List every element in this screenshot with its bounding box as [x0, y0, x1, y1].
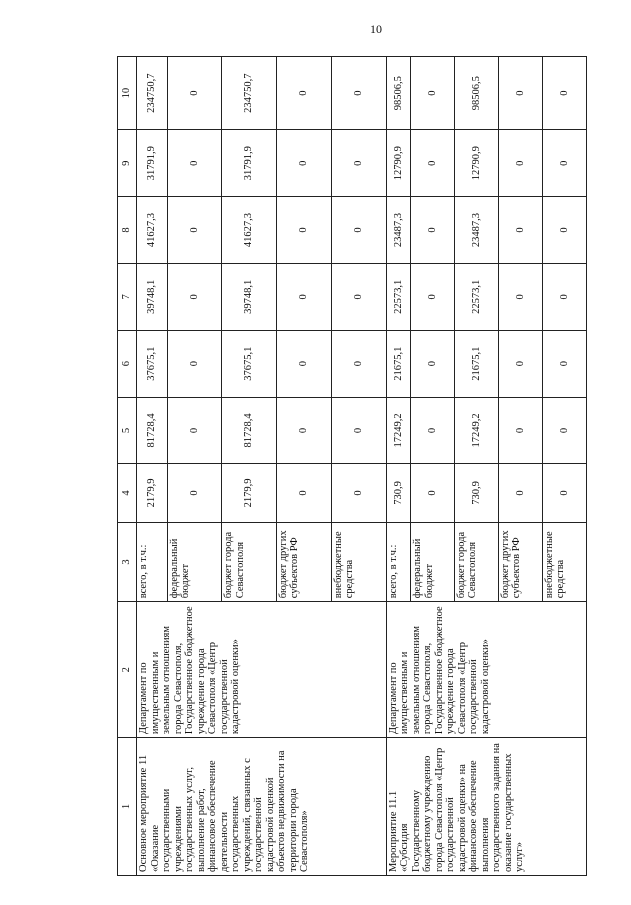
- value-cell: 39748,1: [222, 263, 277, 330]
- funding-source-cell: бюджет других субъектов РФ: [276, 522, 331, 602]
- value-cell: 0: [276, 397, 331, 464]
- value-cell: 0: [542, 130, 586, 197]
- col-header-3: 3: [118, 522, 137, 602]
- table-row: [137, 57, 168, 876]
- funding-source-cell: внебюджетные средства: [331, 522, 386, 602]
- value-cell: 0: [542, 197, 586, 264]
- funding-source-cell: всего, в т.ч.:: [386, 522, 411, 602]
- value-cell: 0: [498, 330, 542, 397]
- value-cell: 0: [167, 57, 222, 130]
- rotated-table-container: [117, 56, 587, 876]
- value-cell: 730,9: [386, 464, 411, 522]
- value-cell: 0: [498, 57, 542, 130]
- value-cell: 2179,9: [222, 464, 277, 522]
- executor-cell: Департамент по имущественным и земельным отношениям города Севастополя, Государственное бюджетное учреждение города Севастополя «Центр государственной кадастровой оценки»: [137, 602, 387, 738]
- col-header-8: 8: [118, 197, 137, 264]
- value-cell: 234750,7: [222, 57, 277, 130]
- budget-table: [117, 56, 587, 876]
- value-cell: 17249,2: [386, 397, 411, 464]
- value-cell: 0: [411, 330, 455, 397]
- value-cell: 98506,5: [454, 57, 498, 130]
- value-cell: 0: [411, 57, 455, 130]
- value-cell: 0: [411, 464, 455, 522]
- value-cell: 0: [498, 263, 542, 330]
- value-cell: 22573,1: [386, 263, 411, 330]
- activity-name-cell: Основное мероприятие 11 «Оказание государственными учреждениями государственных услуг, выполнение работ, финансовое обеспечение деятельности государственных учреждений, связанных с государственной кадастровой оценкой объектов недвижимости на территории города Севастополя»: [137, 738, 387, 876]
- value-cell: 2179,9: [137, 464, 168, 522]
- value-cell: 17249,2: [454, 397, 498, 464]
- value-cell: 0: [498, 464, 542, 522]
- value-cell: 0: [331, 464, 386, 522]
- value-cell: 234750,7: [137, 57, 168, 130]
- col-header-6: 6: [118, 330, 137, 397]
- value-cell: 730,9: [454, 464, 498, 522]
- executor-cell: Департамент по имущественным и земельным отношениям города Севастополя, Государственное бюджетное учреждение города Севастополя «Центр государственной кадастровой оценки»: [386, 602, 587, 738]
- value-cell: 0: [167, 263, 222, 330]
- value-cell: 0: [276, 330, 331, 397]
- value-cell: 0: [167, 197, 222, 264]
- value-cell: 21675,1: [386, 330, 411, 397]
- col-header-10: 10: [118, 57, 137, 130]
- value-cell: 0: [498, 130, 542, 197]
- value-cell: 23487,3: [386, 197, 411, 264]
- value-cell: 0: [498, 397, 542, 464]
- col-header-5: 5: [118, 397, 137, 464]
- value-cell: 37675,1: [222, 330, 277, 397]
- value-cell: 0: [411, 397, 455, 464]
- header-row: [118, 57, 137, 876]
- value-cell: 98506,5: [386, 57, 411, 130]
- col-header-1: 1: [118, 738, 137, 876]
- value-cell: 0: [276, 57, 331, 130]
- value-cell: 0: [542, 263, 586, 330]
- value-cell: 22573,1: [454, 263, 498, 330]
- funding-source-cell: бюджет города Севастополя: [222, 522, 277, 602]
- value-cell: 0: [542, 330, 586, 397]
- funding-source-cell: федеральный бюджет: [411, 522, 455, 602]
- value-cell: 37675,1: [137, 330, 168, 397]
- value-cell: 0: [167, 464, 222, 522]
- col-header-7: 7: [118, 263, 137, 330]
- col-header-9: 9: [118, 130, 137, 197]
- value-cell: 0: [331, 263, 386, 330]
- value-cell: 0: [167, 330, 222, 397]
- value-cell: 41627,3: [222, 197, 277, 264]
- col-header-2: 2: [118, 602, 137, 738]
- value-cell: 12790,9: [386, 130, 411, 197]
- value-cell: 0: [276, 130, 331, 197]
- value-cell: 0: [498, 197, 542, 264]
- value-cell: 39748,1: [137, 263, 168, 330]
- value-cell: 0: [167, 130, 222, 197]
- value-cell: 0: [331, 57, 386, 130]
- table-row: [386, 57, 411, 876]
- value-cell: 21675,1: [454, 330, 498, 397]
- value-cell: 31791,9: [137, 130, 168, 197]
- value-cell: 81728,4: [137, 397, 168, 464]
- funding-source-cell: бюджет города Севастополя: [454, 522, 498, 602]
- value-cell: 0: [276, 263, 331, 330]
- value-cell: 0: [167, 397, 222, 464]
- value-cell: 0: [331, 197, 386, 264]
- value-cell: 0: [331, 130, 386, 197]
- value-cell: 0: [542, 397, 586, 464]
- value-cell: 0: [542, 57, 586, 130]
- value-cell: 0: [331, 397, 386, 464]
- value-cell: 41627,3: [137, 197, 168, 264]
- value-cell: 81728,4: [222, 397, 277, 464]
- funding-source-cell: бюджет других субъектов РФ: [498, 522, 542, 602]
- value-cell: 23487,3: [454, 197, 498, 264]
- activity-name-cell: Мероприятие 11.1 «Субсидия Государственному бюджетному учреждению города Севастополя «Центр государственной кадастровой оценки» на финансовое обеспечение выполнения государственного задания на оказание государственных услуг»: [386, 738, 587, 876]
- value-cell: 0: [411, 197, 455, 264]
- page-number: 10: [370, 22, 382, 36]
- value-cell: 0: [276, 197, 331, 264]
- value-cell: 0: [411, 130, 455, 197]
- value-cell: 0: [542, 464, 586, 522]
- value-cell: 0: [331, 330, 386, 397]
- funding-source-cell: внебюджетные средства: [542, 522, 586, 602]
- value-cell: 12790,9: [454, 130, 498, 197]
- value-cell: 0: [276, 464, 331, 522]
- col-header-4: 4: [118, 464, 137, 522]
- value-cell: 31791,9: [222, 130, 277, 197]
- value-cell: 0: [411, 263, 455, 330]
- funding-source-cell: всего, в т.ч.:: [137, 522, 168, 602]
- funding-source-cell: федеральный бюджет: [167, 522, 222, 602]
